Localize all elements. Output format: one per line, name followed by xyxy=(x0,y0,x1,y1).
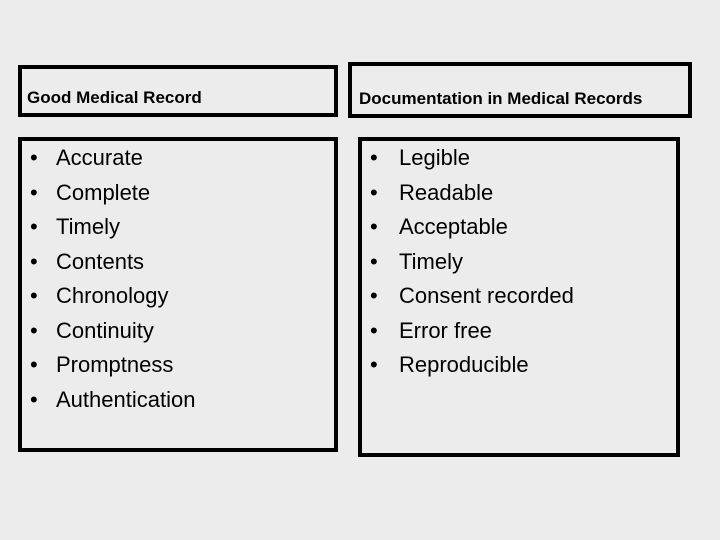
documentation-title: Documentation in Medical Records xyxy=(359,89,643,108)
good-medical-record-header xyxy=(18,65,338,117)
bullet-icon: • xyxy=(30,386,38,412)
good-medical-record-list-box: • Accurate • Complete • Timely • Contents • Chronology • Continuity • Promptness • Authentication xyxy=(18,137,338,452)
bullet-icon: • xyxy=(370,352,378,377)
documentation-list-box: • Legible • Readable • Acceptable • Timely • Consent recorded • Error free • Reproducible xyxy=(358,137,680,457)
bullet-icon: • xyxy=(370,317,378,343)
bullet-icon: • xyxy=(370,248,378,274)
bullet-icon: • xyxy=(370,179,378,205)
bullet-icon: • xyxy=(30,317,38,343)
bullet-icon: • xyxy=(30,352,38,377)
bullet-icon: • xyxy=(30,214,38,239)
bullet-icon: • xyxy=(30,179,38,205)
bullet-icon: • xyxy=(370,214,378,239)
bullet-icon: • xyxy=(370,145,378,170)
bullet-icon: • xyxy=(30,283,38,308)
documentation-header xyxy=(348,62,692,118)
bullet-icon: • xyxy=(30,248,38,274)
bullet-icon: • xyxy=(30,145,38,170)
good-medical-record-title: Good Medical Record xyxy=(27,88,202,107)
bullet-icon: • xyxy=(370,283,378,308)
